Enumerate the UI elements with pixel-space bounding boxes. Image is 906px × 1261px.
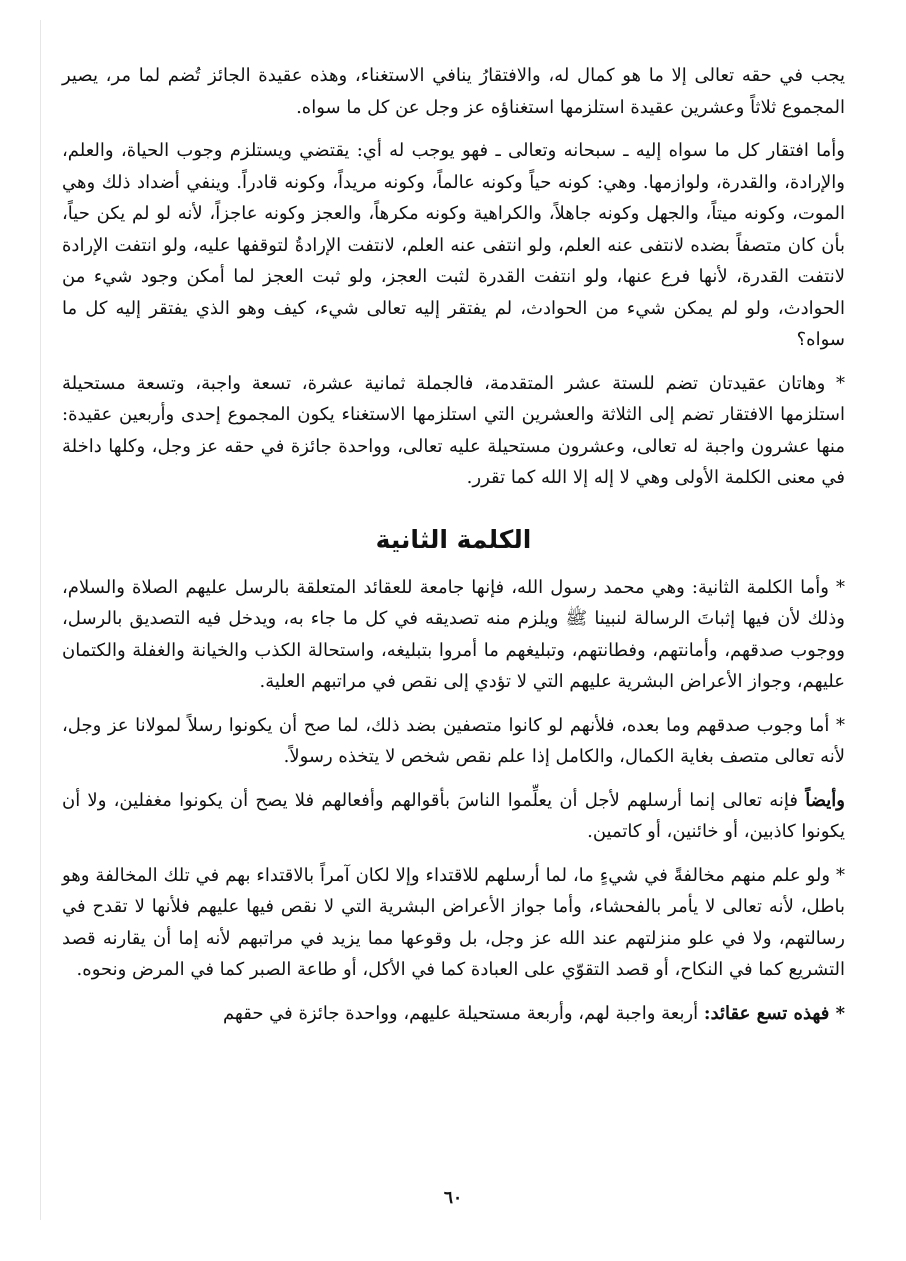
scan-gutter-line bbox=[40, 20, 41, 1220]
section-heading: الكلمة الثانية bbox=[375, 524, 532, 554]
paragraph-1: يجب في حقه تعالى إلا ما هو كمال له، والافتقارُ ينافي الاستغناء، وهذه عقيدة الجائز تُضم لما مر، يصير المجموع ثلاثاً وعشرين عقيدة استلزمها استغناؤه عز وجل عن كل ما سواه. bbox=[62, 65, 845, 118]
lead-these-nine: * فهذه تسع عقائد: bbox=[703, 1002, 845, 1024]
paragraph-8-text: أربعة واجبة لهم، وأربعة مستحيلة عليهم، وواحدة جائزة في حقهم bbox=[222, 1002, 699, 1024]
paragraph-4: * وأما الكلمة الثانية: وهي محمد رسول الله، فإنها جامعة للعقائد المتعلقة بالرسل عليهم الصلاة والسلام، وذلك لأن فيها إثباتَ الرسالة لنبينا ﷺ ويلزم منه تصديقه في كل ما جاء به، ويدخل فيه التصديق بالرسل، ووجوب صدقهم، وأمانتهم، وفطانتهم، وتبليغهم ما أمروا بتبليغه، واستحالة الكذب والخيانة والغفلة والكتمان عليهم، وجواز الأعراض البشرية عليهم التي لا تؤدي إلى نقص في مراتبهم العلية. bbox=[62, 576, 845, 692]
paragraph-2: وأما افتقار كل ما سواه إليه ـ سبحانه وتعالى ـ فهو يوجب له أي: يقتضي ويستلزم وجوب الحياة، والعلم، والإرادة، والقدرة، ولوازمها. وهي: كونه حياً وكونه عالماً، وكونه مريداً، وكونه قادراً. وينفي أضداد ذلك وهي الموت، وكونه ميتاً، والجهل وكونه جاهلاً، والكراهية وكونه مكرهاً، والعجز وكونه عاجزاً، لأنه لو لم يكن حياً، بأن كان متصفاً بضده لانتفى عنه العلم، ولو انتفى عنه العلم، لانتفت الإرادةُ لتوقفها عليه، ولو انتفت الإرادة لانتفت القدرة، لأنها فرع عنها، ولو انتفت القدرة لثبت العجز، ولو ثبت العجز لما أمكن وجود شيء من الحوادث، ولو لم يمكن شيء من الحوادث، لم يفتقر إليه تعالى شيء، كيف وهو الذي يفتقر إليه كل ما سواه؟ bbox=[62, 140, 845, 350]
paragraph-7: * ولو علم منهم مخالفةً في شيءٍ ما، لما أرسلهم للاقتداء وإلا لكان آمراً بالاقتداء بهم في تلك المخالفة وهو باطل، لأنه تعالى لا يأمر بالفحشاء، وأما جواز الأعراض البشرية التي لا نقص فيها عليهم فلأنها لا تقدح في رسالتهم، ولا في علو منزلتهم عند الله عز وجل، بل وقوعها مما يزيد في مراتبهم لأنه إما أن يقارنه قصد التشريع كما في النكاح، أو قصد التقوّي على العبادة كما في الأكل، أو طاعة الصبر كما في المرض ونحوه. bbox=[62, 864, 845, 980]
text-area bbox=[62, 60, 845, 1041]
paragraph-3: * وهاتان عقيدتان تضم للستة عشر المتقدمة، فالجملة ثمانية عشرة، تسعة واجبة، وتسعة مستحيلة استلزمها الافتقار تضم إلى الثلاثة والعشرين التي استلزمها الاستغناء يكون المجموع إحدى وأربعين عقيدة: منها عشرون واجبة له تعالى، وعشرون مستحيلة عليه تعالى، وواحدة جائزة في حقه عز وجل، وكلها داخلة في معنى الكلمة الأولى وهي لا إله إلا الله كما تقرر. bbox=[62, 372, 845, 488]
paragraph-8 bbox=[62, 998, 845, 1030]
paragraph-6 bbox=[62, 785, 845, 848]
section-heading-wrap bbox=[62, 520, 845, 560]
paragraph-6-text: فإنه تعالى إنما أرسلهم لأجل أن يعلِّموا الناسَ بأقوالهم وأفعالهم فلا يصح أن يكونوا مغفلين، ولا أن يكونوا كاذبين، أو خائنين، أو كاتمين. bbox=[62, 789, 845, 842]
lead-also: وأيضاً bbox=[805, 789, 845, 811]
paragraph-5: * أما وجوب صدقهم وما بعده، فلأنهم لو كانوا متصفين بضد ذلك، لما صح أن يكونوا رسلاً لمولانا عز وجل، لأنه تعالى متصف بغاية الكمال، والكامل إذا علم نقص شخص لا يتخذه رسولاً. bbox=[62, 714, 845, 767]
page-number: ٦٠ bbox=[443, 1188, 463, 1208]
